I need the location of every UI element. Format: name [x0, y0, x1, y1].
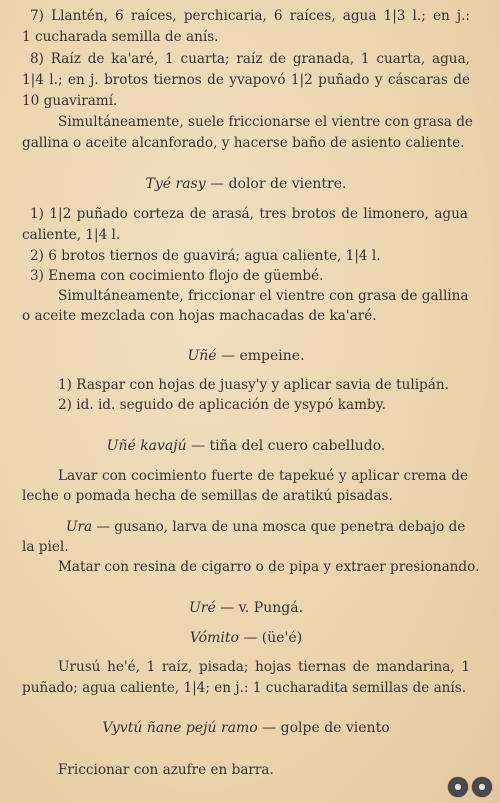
heading-term: Vómito [189, 630, 239, 646]
heading-definition: — gusano, larva de una mosca que penetra debajo de [96, 519, 466, 535]
text-line: Simultáneamente, suele friccionarse el vientre con grasa de [58, 114, 473, 130]
text-line: leche o pomada hecha de semillas de aratikú pisadas. [22, 488, 393, 504]
text-line: 10 guaviramí. [22, 93, 118, 109]
entry-heading [66, 517, 500, 537]
text-line: 1 cucharada semilla de anís. [22, 29, 219, 45]
heading-definition: — golpe de viento [262, 720, 390, 736]
text-line: caliente, 1|4 l. [22, 227, 121, 243]
heading-term: Uré [188, 600, 216, 616]
entry-heading [22, 436, 470, 456]
heading-definition: — dolor de vientre. [210, 176, 347, 192]
text-line: 2) id. id. seguido de aplicación de ysypó kamby. [58, 397, 386, 413]
corner-badges [448, 777, 492, 797]
text-line: 3) Enema con cocimiento flojo de güembé. [30, 268, 324, 284]
text-line: o aceite mezclada con hojas machacadas de ka'aré. [22, 308, 377, 324]
heading-definition: — (üe'é) [243, 630, 303, 646]
entry-heading [22, 598, 470, 618]
text-line: 2) 6 brotos tiernos de guavirá; agua caliente, 1|4 l. [30, 248, 381, 264]
attribution-icon: ● [472, 777, 492, 797]
text-line: 8) Raíz de ka'aré, 1 cuarta; raíz de granada, 1 cuarta, agua, [30, 51, 470, 67]
text-line: Matar con resina de cigarro o de pipa y extraer presionando. [58, 559, 480, 575]
text-line: Urusú he'é, 1 raíz, pisada; hojas tiernas de mandarina, 1 [58, 659, 470, 675]
text-line: Simultáneamente, friccionar el vientre con grasa de gallina [58, 288, 469, 304]
heading-definition: — empeine. [221, 348, 305, 364]
text-line: 1|4 l.; en j. brotos tiernos de yvapovó 1|2 puñado y cáscaras de [22, 72, 470, 88]
heading-term: Uñé [187, 348, 217, 364]
text-line: 1) 1|2 puñado corteza de arasá, tres brotos de limonero, agua [30, 206, 468, 222]
heading-definition: — tiña del cuero cabelludo. [191, 438, 386, 454]
heading-term: Vyvtú ñane pejú ramo [102, 720, 258, 736]
text-line: puñado; agua caliente, 1|4; en j.: 1 cucharadita semillas de anís. [22, 680, 467, 696]
entry-heading [22, 174, 470, 194]
text-line: Lavar con cocimiento fuerte de tapekué y aplicar crema de [58, 468, 468, 484]
entry-heading [22, 346, 470, 366]
entry-heading [22, 628, 470, 648]
heading-definition: — v. Pungá. [220, 600, 304, 616]
heading-term: Uñé kavajú [106, 438, 187, 454]
text-line: Friccionar con azufre en barra. [58, 762, 274, 778]
text-line: 7) Llantén, 6 raíces, perchicaria, 6 raíces, agua 1|3 l.; en j.: [30, 8, 470, 24]
text-line: 1) Raspar con hojas de juasy'y y aplicar savia de tulipán. [58, 377, 449, 393]
heading-term: Tyé rasy [145, 176, 206, 192]
text-line: la piel. [22, 539, 69, 555]
cc-license-icon: ● [448, 777, 468, 797]
text-line: gallina o aceite alcanforado, y hacerse baño de asiento caliente. [22, 135, 465, 151]
heading-term: Ura [66, 519, 93, 535]
entry-heading [22, 718, 470, 738]
